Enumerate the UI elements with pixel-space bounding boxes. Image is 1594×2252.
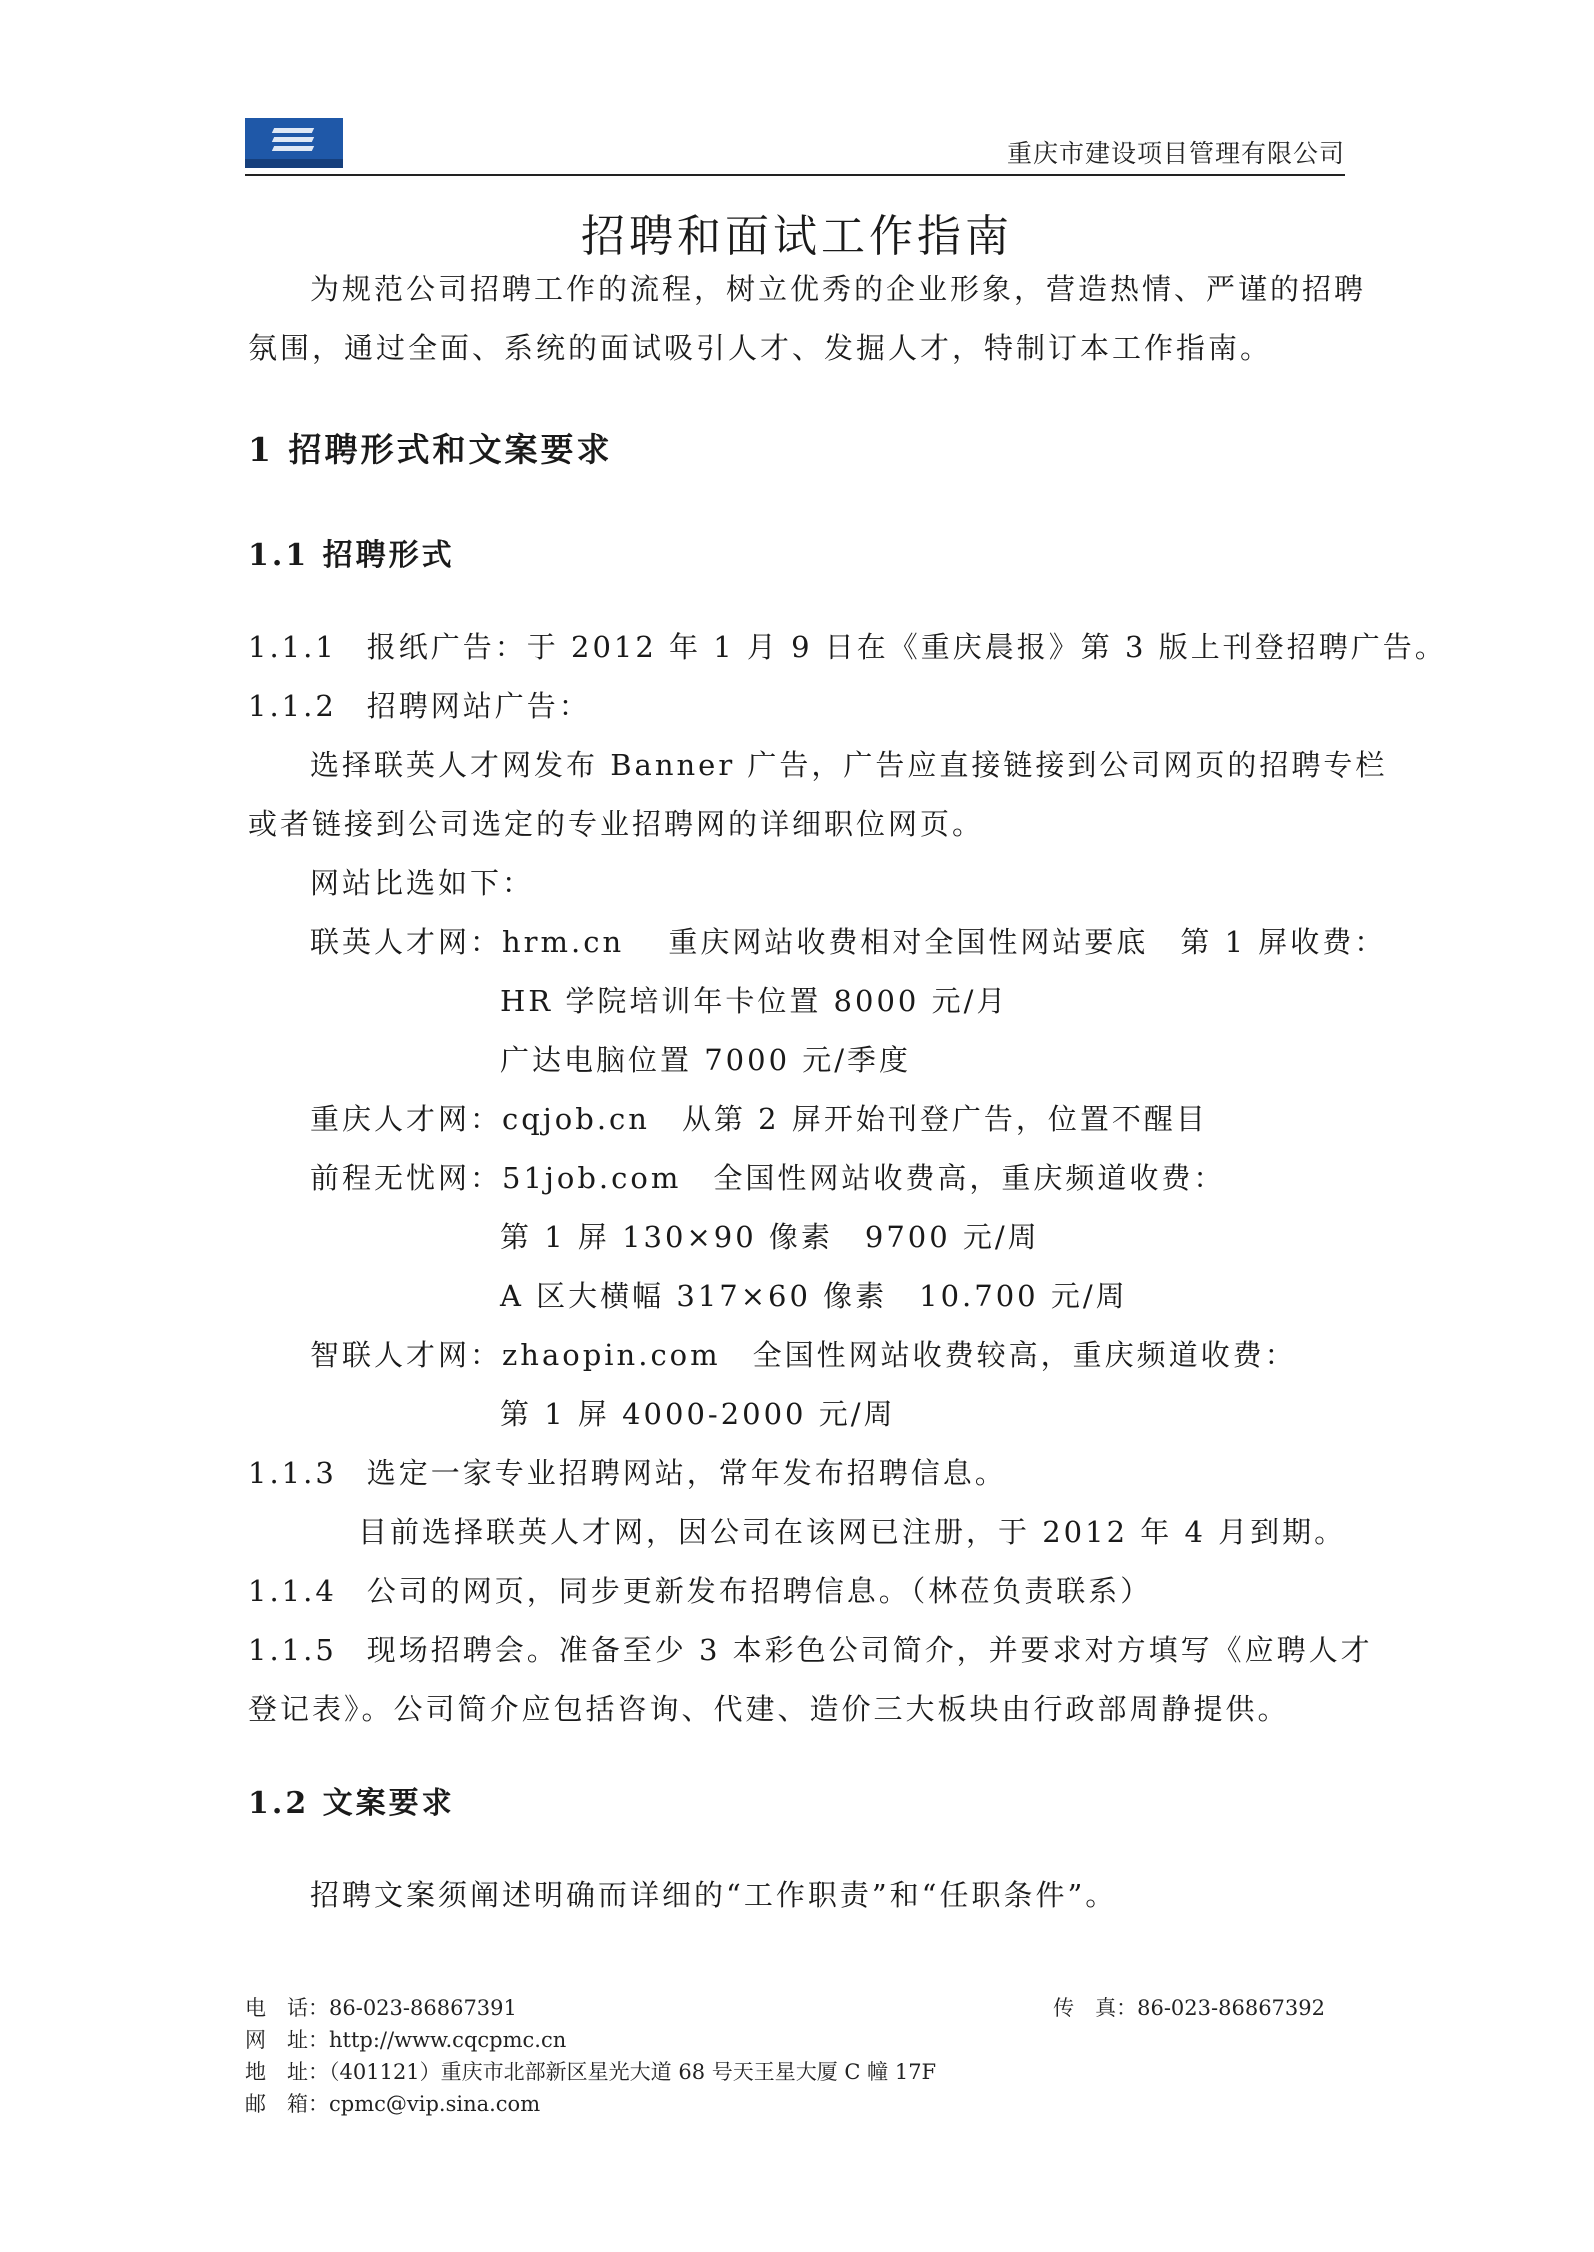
item-number: 1.1.3	[248, 1456, 337, 1490]
footer-email	[245, 2088, 540, 2118]
item-1-1-2-line-1: 选择联英人才网发布 Banner 广告，广告应直接链接到公司网页的招聘专栏	[310, 748, 1388, 782]
site-line: HR 学院培训年卡位置 8000 元/月	[500, 984, 1009, 1018]
site-line: 广达电脑位置 7000 元/季度	[500, 1043, 912, 1077]
header-divider	[245, 174, 1345, 176]
section-1-2-heading: 1.2 文案要求	[248, 1786, 455, 1821]
intro-line-1: 为规范公司招聘工作的流程，树立优秀的企业形象，营造热情、严谨的招聘	[310, 272, 1367, 306]
site-line: 智联人才网：zhaopin.com 全国性网站收费较高，重庆频道收费：	[310, 1338, 1297, 1372]
site-line: 前程无忧网：51job.com 全国性网站收费高，重庆频道收费：	[310, 1161, 1226, 1195]
item-number: 1.1.5	[248, 1633, 337, 1667]
item-number: 1.1.4	[248, 1574, 337, 1608]
item-text: 现场招聘会。准备至少 3 本彩色公司简介，并要求对方填写《应聘人才	[366, 1633, 1373, 1667]
footer-label: 网 址：	[245, 2028, 329, 2052]
item-number: 1.1.2	[248, 689, 337, 723]
item-1-1-5	[248, 1633, 1373, 1668]
page-header	[245, 118, 1345, 176]
item-1-1-3-line-2: 目前选择联英人才网，因公司在该网已注册，于 2012 年 4 月到期。	[358, 1515, 1347, 1549]
footer-address	[245, 2056, 936, 2086]
item-text: 公司的网页，同步更新发布招聘信息。（林莅负责联系）	[366, 1574, 1153, 1608]
item-number: 1.1.1	[248, 630, 337, 664]
footer-fax	[1053, 1992, 1325, 2022]
site-line: A 区大横幅 317×60 像素 10.700 元/周	[500, 1279, 1128, 1313]
footer-website	[245, 2024, 566, 2054]
company-name: 重庆市建设项目管理有限公司	[1006, 139, 1345, 168]
footer-value: 86-023-86867391	[329, 1996, 517, 2020]
item-1-1-5-line-2: 登记表》。公司简介应包括咨询、代建、造价三大板块由行政部周静提供。	[248, 1692, 1290, 1726]
item-text: 招聘网站广告：	[366, 689, 591, 723]
footer-value: 86-023-86867392	[1137, 1996, 1325, 2020]
site-compare-label: 网站比选如下：	[310, 866, 535, 900]
footer-label: 电 话：	[245, 1996, 329, 2020]
footer-value: （401121）重庆市北部新区星光大道 68 号天王星大厦 C 幢 17F	[329, 2060, 937, 2084]
section-1-heading: 1 招聘形式和文案要求	[248, 430, 613, 469]
site-line: 重庆人才网：cqjob.cn 从第 2 屏开始刊登广告，位置不醒目	[310, 1102, 1208, 1136]
item-text: 报纸广告：于 2012 年 1 月 9 日在《重庆晨报》第 3 版上刊登招聘广告。	[366, 630, 1447, 664]
footer-label: 邮 箱：	[245, 2092, 329, 2116]
site-line: 第 1 屏 4000-2000 元/周	[500, 1397, 896, 1431]
item-1-1-4	[248, 1574, 1152, 1609]
item-1-1-3	[248, 1456, 1007, 1491]
site-line: 联英人才网：hrm.cn 重庆网站收费相对全国性网站要底 第 1 屏收费：	[310, 925, 1387, 959]
footer-label: 传 真：	[1053, 1996, 1138, 2020]
footer-value: cpmc@vip.sina.com	[329, 2092, 541, 2116]
site-line: 第 1 屏 130×90 像素 9700 元/周	[500, 1220, 1040, 1254]
footer-phone	[245, 1992, 517, 2022]
item-1-1-1	[248, 630, 1447, 665]
intro-line-2: 氛围，通过全面、系统的面试吸引人才、发掘人才，特制订本工作指南。	[248, 331, 1273, 365]
section-1-1-heading: 1.1 招聘形式	[248, 538, 455, 573]
document-title: 招聘和面试工作指南	[581, 211, 1013, 262]
item-1-1-2-line-2: 或者链接到公司选定的专业招聘网的详细职位网页。	[248, 807, 985, 841]
footer-label: 地 址：	[245, 2060, 329, 2084]
section-1-2-body: 招聘文案须阐述明确而详细的“工作职责”和“任职条件”。	[310, 1878, 1118, 1912]
footer-value: http://www.cqcpmc.cn	[329, 2028, 567, 2052]
item-text: 选定一家专业招聘网站，常年发布招聘信息。	[366, 1456, 1007, 1490]
item-1-1-2	[248, 689, 591, 724]
company-logo-icon	[245, 118, 343, 168]
